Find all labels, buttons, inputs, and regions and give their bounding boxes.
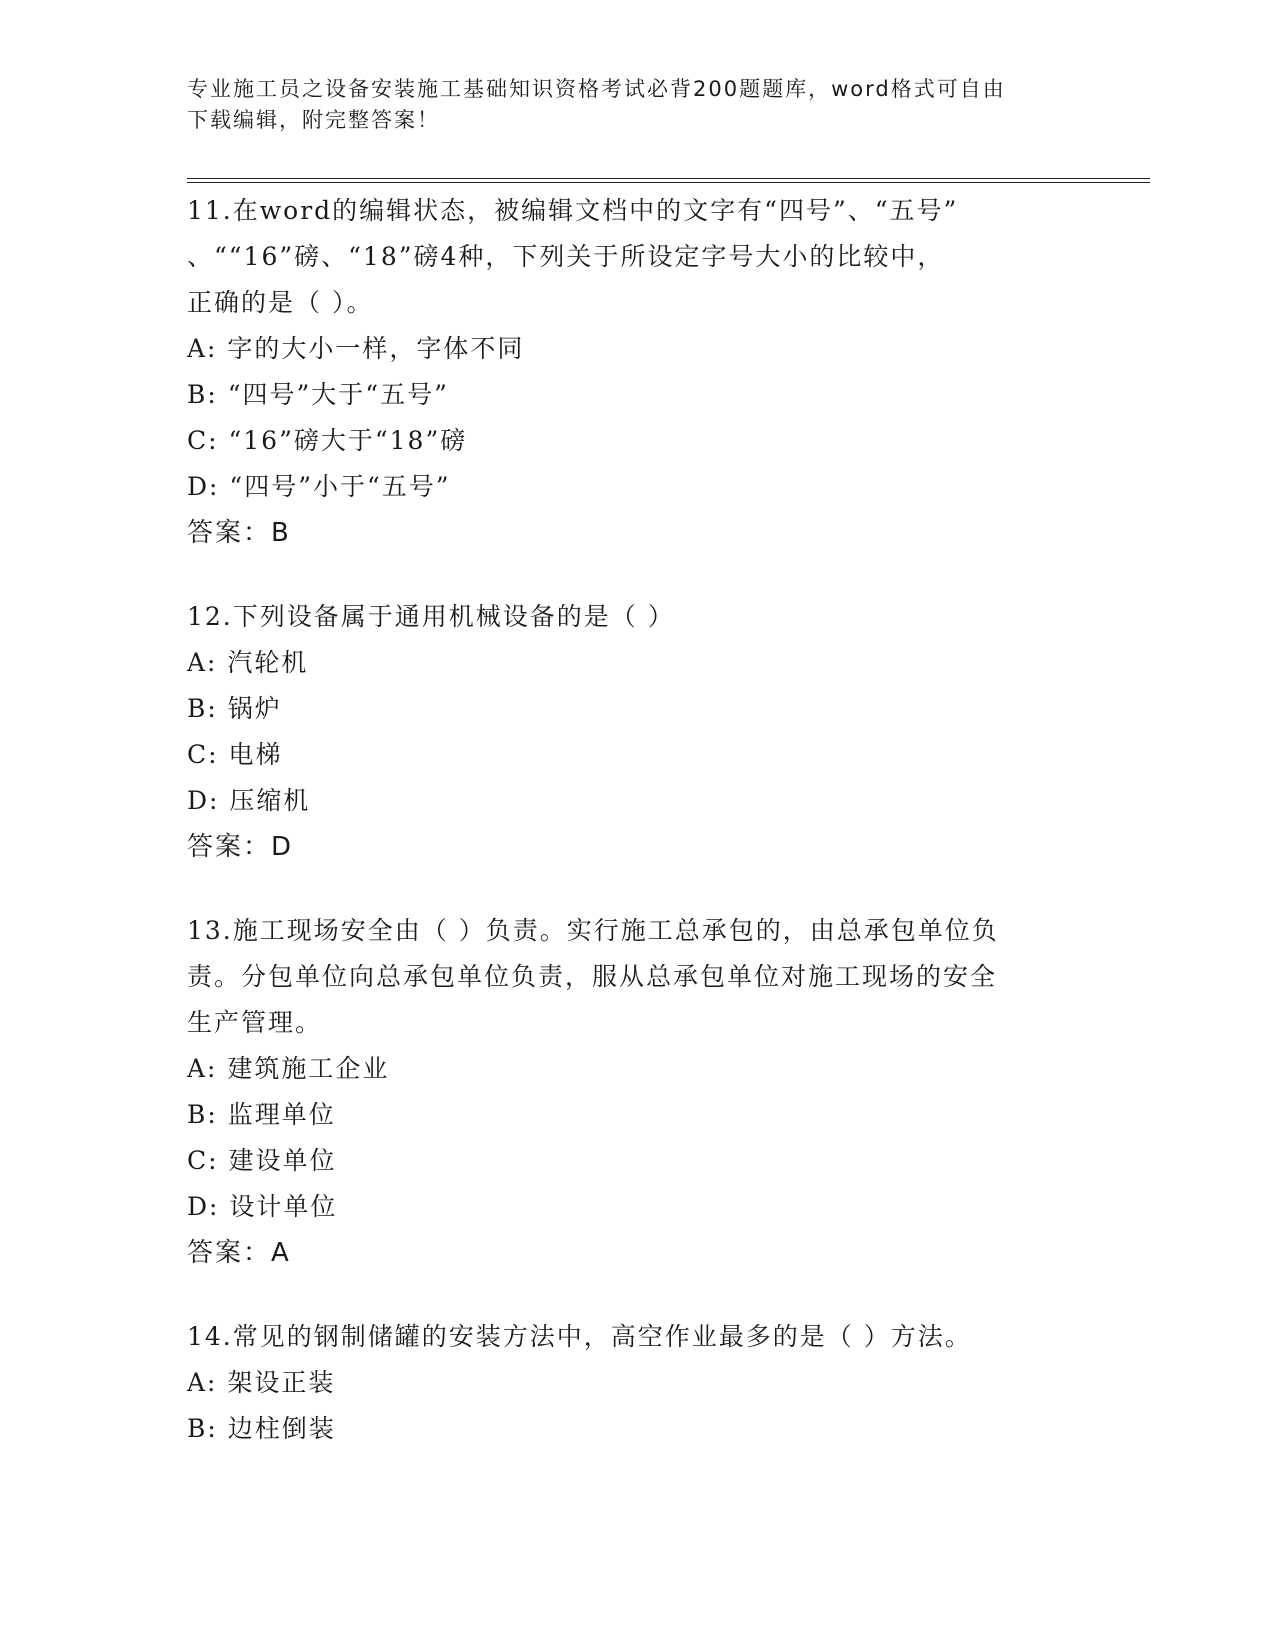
option-c: C: “16”磅大于“18”磅 <box>187 426 468 455</box>
answer: 答案：A <box>187 1238 291 1268</box>
question-text-line: 13.施工现场安全由（ ）负责。实行施工总承包的，由总承包单位负 <box>187 916 999 945</box>
question-14 <box>187 1314 1067 1452</box>
header-line-2: 下载编辑，附完整答案！ <box>187 108 440 132</box>
question-13 <box>187 908 1067 1276</box>
option-d: D: “四号”小于“五号” <box>187 472 451 501</box>
question-11 <box>187 188 1067 556</box>
question-list <box>187 188 1067 1452</box>
option-b: B: 监理单位 <box>187 1100 336 1129</box>
option-c: C: 建设单位 <box>187 1146 337 1175</box>
answer: 答案：D <box>187 832 294 862</box>
option-a: A: 字的大小一样，字体不同 <box>187 334 525 363</box>
question-text-line: 14.常见的钢制储罐的安装方法中，高空作业最多的是（ ）方法。 <box>187 1322 972 1351</box>
document-header <box>187 74 1067 136</box>
question-text-line: 正确的是（ ）。 <box>187 288 374 317</box>
option-c: C: 电梯 <box>187 740 283 769</box>
option-b: B: “四号”大于“五号” <box>187 380 449 409</box>
option-a: A: 架设正装 <box>187 1368 336 1397</box>
question-12 <box>187 594 1067 870</box>
option-b: B: 边柱倒装 <box>187 1414 336 1443</box>
header-divider-bottom <box>187 182 1150 183</box>
question-text-line: 12.下列设备属于通用机械设备的是（ ） <box>187 602 675 631</box>
option-d: D: 设计单位 <box>187 1192 338 1221</box>
question-text-line: 、““16”磅、“18”磅4种，下列关于所设定字号大小的比较中， <box>187 242 945 271</box>
option-a: A: 建筑施工企业 <box>187 1054 390 1083</box>
question-text-line: 责。分包单位向总承包单位负责，服从总承包单位对施工现场的安全 <box>187 962 998 991</box>
header-line-1: 专业施工员之设备安装施工基础知识资格考试必背200题题库，word格式可自由 <box>187 77 1006 101</box>
answer: 答案：B <box>187 518 291 548</box>
question-text-line: 11.在word的编辑状态，被编辑文档中的文字有“四号”、“五号” <box>187 196 959 225</box>
option-b: B: 锅炉 <box>187 694 282 723</box>
header-divider-top <box>187 178 1150 179</box>
option-d: D: 压缩机 <box>187 786 311 815</box>
question-text-line: 生产管理。 <box>187 1008 323 1037</box>
option-a: A: 汽轮机 <box>187 648 309 677</box>
